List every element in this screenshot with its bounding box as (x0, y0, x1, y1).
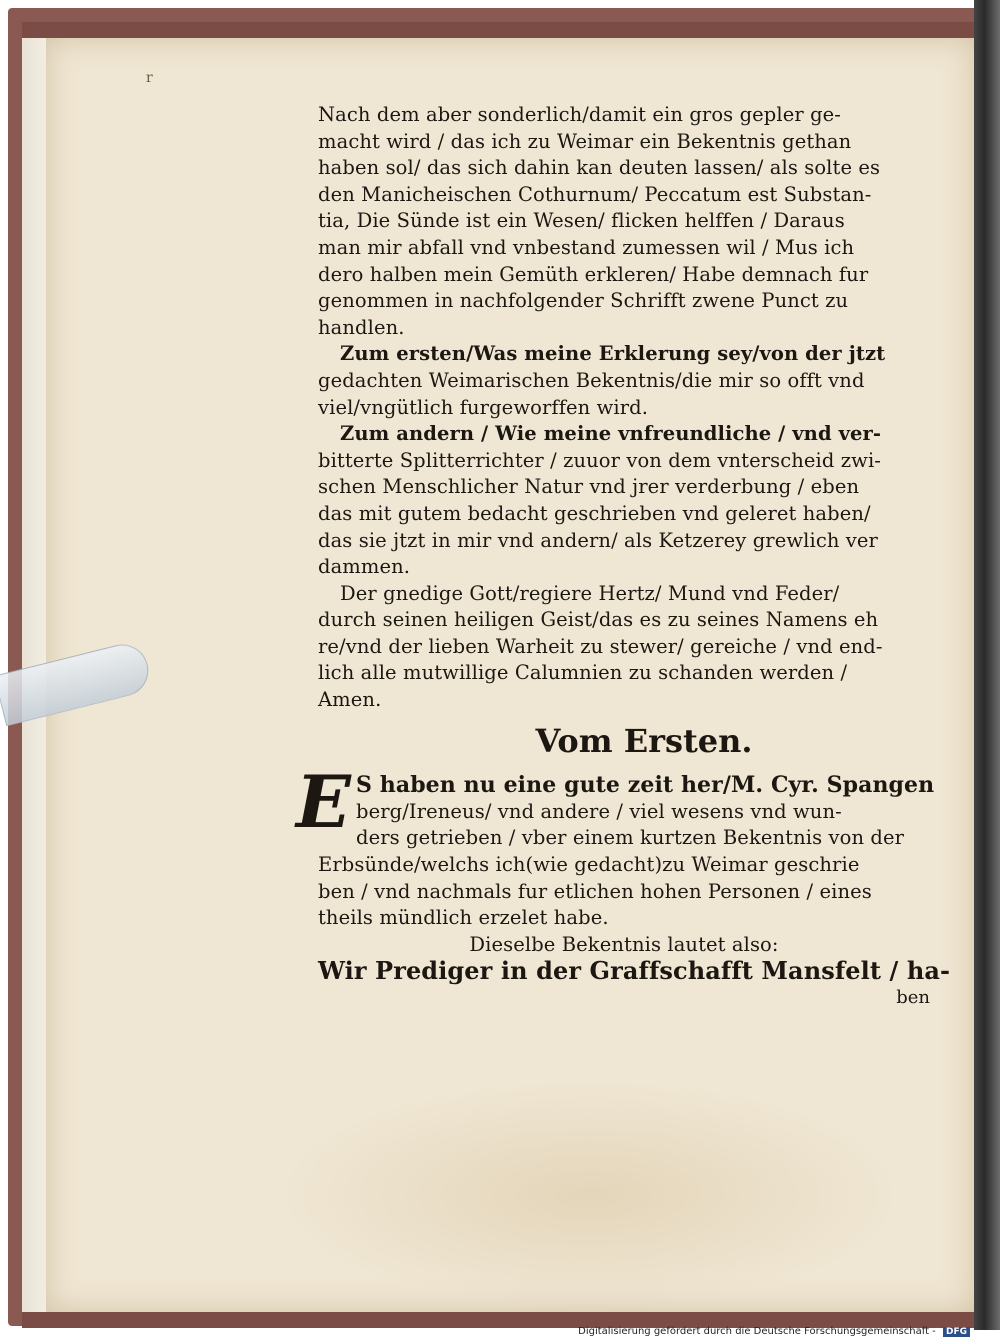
text-line: Der gnedige Gott/regiere Hertz/ Mund vnd Feder/ (340, 581, 840, 605)
text-line: gedachten Weimarischen Bekentnis/die mir so offt vnd (318, 368, 865, 392)
text-line: ders getrieben / vber einem kurtzen Bekentnis von der (356, 826, 905, 850)
text-line: tia, Die Sünde ist ein Wesen/ flicken helffen / Daraus (318, 209, 845, 233)
text-line: lich alle mutwillige Calumnien zu schanden werden / (318, 661, 848, 685)
text-line: durch seinen heiligen Geist/das es zu seines Namens eh (318, 608, 879, 632)
text-line: den Manicheischen Cothurnum/ Peccatum est Substan- (318, 182, 872, 206)
section-heading: Vom Ersten. (535, 721, 753, 760)
page-text (296, 102, 951, 1012)
text-line: dammen. (318, 555, 411, 579)
text-line: S haben nu eine gute zeit her/M. Cyr. Spangen (356, 772, 935, 799)
text-line: das mit gutem bedacht geschrieben vnd geleret haben/ (318, 501, 871, 525)
paragraph-4 (318, 581, 930, 714)
text-line: Zum ersten/Was meine Erklerung sey/von der jtzt (340, 342, 886, 366)
dfg-logo: DFG (943, 1327, 970, 1337)
page-stain (280, 1080, 900, 1310)
paragraph-3 (318, 421, 930, 581)
text-line: schen Menschlicher Natur vnd jrer verderbung / eben (318, 475, 860, 499)
catchword: ben (896, 987, 930, 1008)
text-line: haben sol/ das sich dahin kan deuten lassen/ als solte es (318, 156, 881, 180)
text-line: Dieselbe Bekentnis lautet also: (469, 932, 779, 956)
paragraph-5 (296, 759, 935, 932)
text-line: berg/Ireneus/ vnd andere / viel wesens vnd wun- (356, 799, 842, 823)
text-line: Zum andern / Wie meine vnfreundliche / vnd ver- (340, 422, 882, 446)
paragraph-1 (318, 102, 930, 341)
text-line: dero halben mein Gemüth erkleren/ Habe demnach fur (318, 262, 869, 286)
text-line: handlen. (318, 315, 405, 339)
text-line: Nach dem aber sonderlich/damit ein gros gepler ge- (318, 103, 841, 126)
text-line: theils mündlich erzelet habe. (318, 906, 609, 930)
corner-mark: r (146, 70, 153, 86)
text-line: Amen. (318, 688, 382, 712)
text-line: das sie jtzt in mir vnd andern/ als Ketzerey grewlich ver (318, 528, 878, 552)
text-line: man mir abfall vnd vnbestand zumessen wil / Mus ich (318, 235, 855, 259)
text-line: viel/vngütlich furgeworffen wird. (318, 395, 649, 419)
text-line: ben / vnd nachmals fur etlichen hohen Personen / eines (318, 879, 872, 903)
drop-cap-initial: E (296, 759, 351, 845)
footer-credit (578, 1326, 970, 1337)
scan-edge (974, 0, 1000, 1330)
text-line: Wir Prediger in der Graffschafft Mansfelt / ha- (318, 956, 951, 986)
text-line: genommen in nachfolgender Schrifft zwene Punct zu (318, 289, 849, 313)
text-line: bitterte Splitterrichter / zuuor von dem vnterscheid zwi- (318, 448, 881, 472)
text-line: macht wird / das ich zu Weimar ein Bekentnis gethan (318, 129, 852, 153)
paragraph-2 (318, 341, 930, 421)
text-line: re/vnd der lieben Warheit zu stewer/ gereiche / vnd end- (318, 634, 883, 658)
footer-text: Digitalisierung gefördert durch die Deutsche Forschungsgemeinschaft - (578, 1326, 936, 1337)
text-line: Erbsünde/welchs ich(wie gedacht)zu Weimar geschrie (318, 853, 860, 877)
